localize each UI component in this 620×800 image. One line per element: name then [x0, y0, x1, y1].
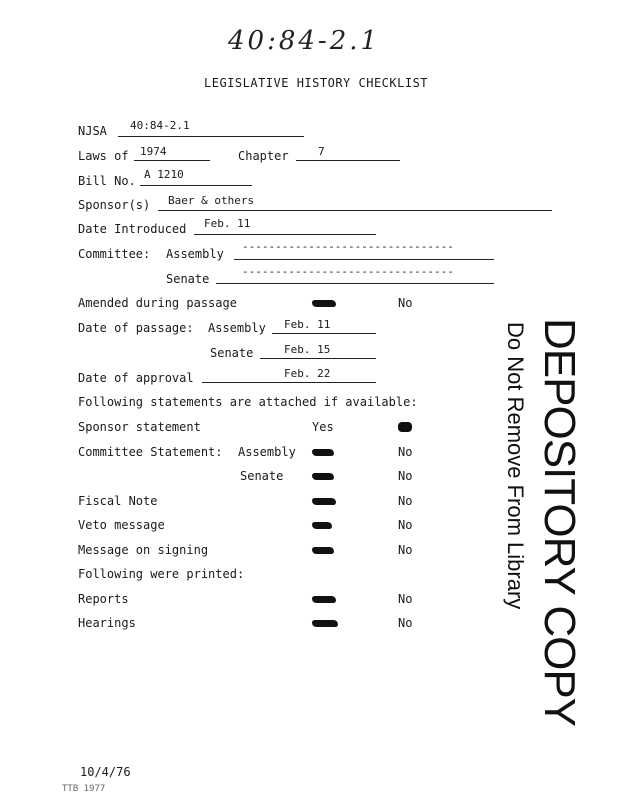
passage-senate-line: [260, 358, 376, 359]
committee-statement-senate-label: Senate: [240, 469, 284, 483]
reports-label: Reports: [78, 592, 129, 606]
bill-no-line: [140, 185, 252, 186]
yes-redaction-mark: [312, 596, 336, 603]
committee-assembly-value: --------------------------------: [242, 240, 454, 253]
sponsor-label: Sponsor(s): [78, 198, 151, 212]
sponsor-statement-yes: Yes: [312, 420, 334, 434]
chapter-value: 7: [318, 145, 325, 158]
bill-no-label: Bill No.: [78, 174, 136, 188]
no-redaction-mark: [398, 422, 412, 432]
passage-assembly-line: [272, 333, 376, 334]
depository-copy-stamp: DEPOSITORY COPY: [535, 318, 584, 727]
committee-statement-label: Committee Statement:: [78, 445, 223, 459]
sponsor-statement-label: Sponsor statement: [78, 420, 201, 434]
committee-statement-senate-no: No: [398, 469, 413, 483]
chapter-label: Chapter: [238, 149, 289, 163]
date-introduced-label: Date Introduced: [78, 222, 187, 236]
committee-senate-line: [216, 283, 494, 284]
amended-label: Amended during passage: [78, 296, 237, 310]
handwritten-statute-number: 40:84-2.1: [228, 26, 381, 56]
date-introduced-line: [194, 234, 376, 235]
do-not-remove-stamp: Do Not Remove From Library: [503, 322, 528, 610]
fiscal-note-label: Fiscal Note: [78, 494, 158, 508]
committee-label: Committee:: [78, 247, 151, 261]
yes-redaction-mark: [312, 620, 338, 627]
message-signing-label: Message on signing: [78, 543, 209, 557]
njsa-label: NJSA: [78, 124, 107, 138]
message-signing-no: No: [398, 543, 413, 557]
committee-assembly-label: Assembly: [166, 247, 224, 261]
laws-of-value: 1974: [140, 145, 167, 158]
yes-redaction-mark: [312, 473, 334, 480]
sponsor-value: Baer & others: [168, 194, 255, 207]
date-approval-value: Feb. 22: [284, 367, 331, 380]
passage-senate-value: Feb. 15: [284, 343, 331, 356]
statements-heading: Following statements are attached if available:: [78, 395, 418, 409]
hearings-label: Hearings: [78, 616, 136, 630]
page-title: LEGISLATIVE HISTORY CHECKLIST: [204, 76, 429, 90]
printed-heading: Following were printed:: [78, 567, 245, 581]
hearings-no: No: [398, 616, 413, 630]
committee-senate-value: --------------------------------: [242, 265, 454, 278]
passage-assembly-label: Assembly: [208, 321, 266, 335]
passage-senate-label: Senate: [210, 346, 254, 360]
chapter-line: [296, 160, 400, 161]
sponsor-line: [158, 210, 552, 211]
date-approval-line: [202, 382, 376, 383]
laws-of-label: Laws of: [78, 149, 129, 163]
committee-assembly-line: [234, 259, 494, 260]
footer-code: ТТВ 1977: [62, 784, 106, 794]
laws-of-line: [134, 160, 210, 161]
committee-statement-assembly-label: Assembly: [238, 445, 296, 459]
yes-redaction-mark: [312, 498, 336, 505]
committee-senate-label: Senate: [166, 272, 210, 286]
date-approval-label: Date of approval: [78, 371, 194, 385]
njsa-line: [118, 136, 304, 137]
yes-redaction-mark: [312, 522, 332, 529]
date-introduced-value: Feb. 11: [204, 217, 251, 230]
bill-no-value: A 1210: [144, 168, 184, 181]
veto-message-label: Veto message: [78, 518, 165, 532]
passage-assembly-value: Feb. 11: [284, 318, 331, 331]
reports-no: No: [398, 592, 413, 606]
yes-redaction-mark: [312, 300, 336, 307]
fiscal-note-no: No: [398, 494, 413, 508]
yes-redaction-mark: [312, 449, 334, 456]
veto-message-no: No: [398, 518, 413, 532]
njsa-value: 40:84-2.1: [130, 119, 190, 132]
yes-redaction-mark: [312, 547, 334, 554]
date-passage-label: Date of passage:: [78, 321, 194, 335]
amended-no: No: [398, 296, 413, 310]
footer-date: 10/4/76: [80, 765, 131, 779]
committee-statement-assembly-no: No: [398, 445, 413, 459]
